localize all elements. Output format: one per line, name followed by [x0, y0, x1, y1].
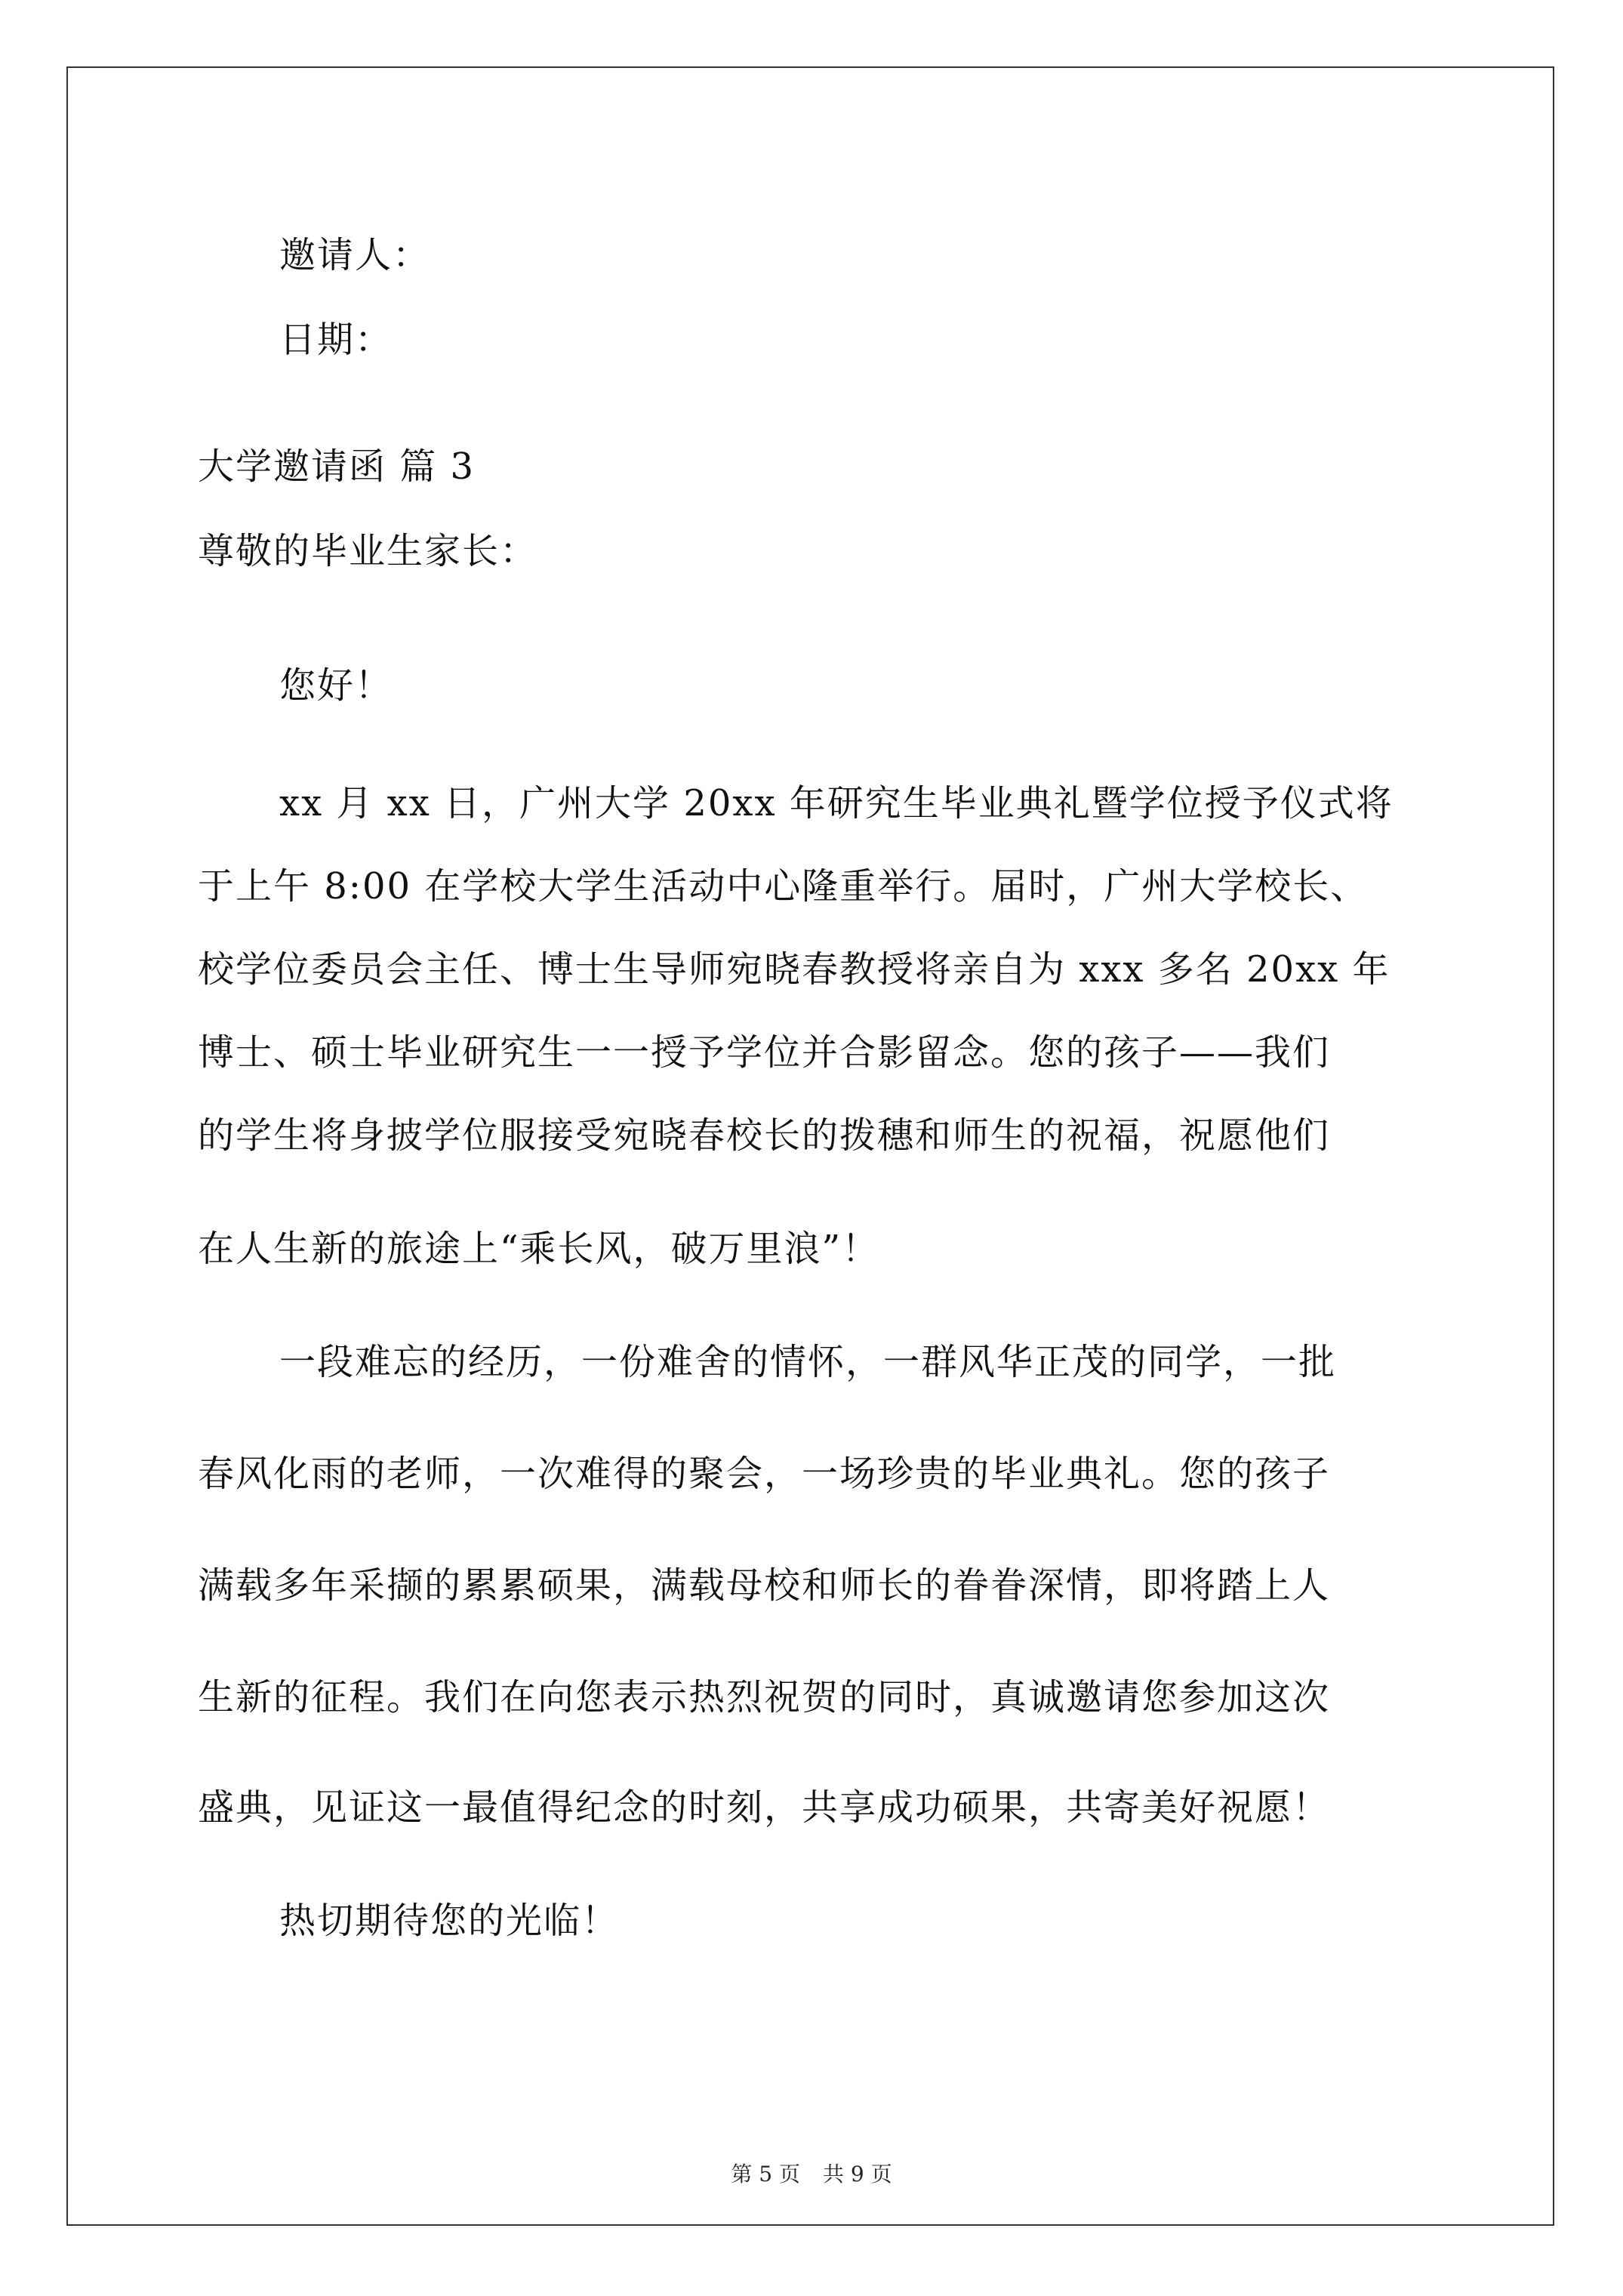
date-label: 日期： — [279, 319, 393, 361]
paragraph-2-line-2: 春风化雨的老师，一次难得的聚会，一场珍贵的毕业典礼。您的孩子 — [198, 1453, 1331, 1495]
paragraph-1-line-4: 博士、硕士毕业研究生一一授予学位并合影留念。您的孩子——我们 — [198, 1031, 1331, 1074]
salutation: 尊敬的毕业生家长： — [198, 530, 538, 572]
paragraph-1-line-3: 校学位委员会主任、博士生导师宛晓春教授将亲自为 xxx 多名 20xx 年 — [198, 948, 1390, 991]
paragraph-1-line-2: 于上午 8:00 在学校大学生活动中心隆重举行。届时，广州大学校长、 — [198, 865, 1369, 908]
inviter-label: 邀请人： — [279, 234, 431, 276]
section-heading: 大学邀请函 篇 3 — [198, 445, 476, 488]
paragraph-2-line-5: 盛典，见证这一最值得纪念的时刻，共享成功硕果，共寄美好祝愿！ — [198, 1786, 1331, 1829]
page-number: 第 5 页 — [731, 2162, 800, 2187]
paragraph-1-line-1: xx 月 xx 日，广州大学 20xx 年研究生毕业典礼暨学位授予仪式将 — [279, 782, 1394, 824]
paragraph-2-line-4: 生新的征程。我们在向您表示热烈祝贺的同时，真诚邀请您参加这次 — [198, 1676, 1331, 1718]
paragraph-1-line-5: 的学生将身披学位服接受宛晓春校长的拨穗和师生的祝福，祝愿他们 — [198, 1114, 1331, 1157]
paragraph-2-line-3: 满载多年采撷的累累硕果，满载母校和师长的眷眷深情，即将踏上人 — [198, 1564, 1331, 1607]
page-footer — [0, 2161, 1623, 2188]
page-total: 共 9 页 — [823, 2162, 892, 2187]
greeting: 您好！ — [279, 664, 393, 707]
closing-line: 热切期待您的光临！ — [279, 1900, 620, 1942]
paragraph-2-line-1: 一段难忘的经历，一份难舍的情怀，一群风华正茂的同学，一批 — [279, 1341, 1337, 1383]
paragraph-1-line-6: 在人生新的旅途上“乘长风，破万里浪”！ — [198, 1228, 880, 1270]
